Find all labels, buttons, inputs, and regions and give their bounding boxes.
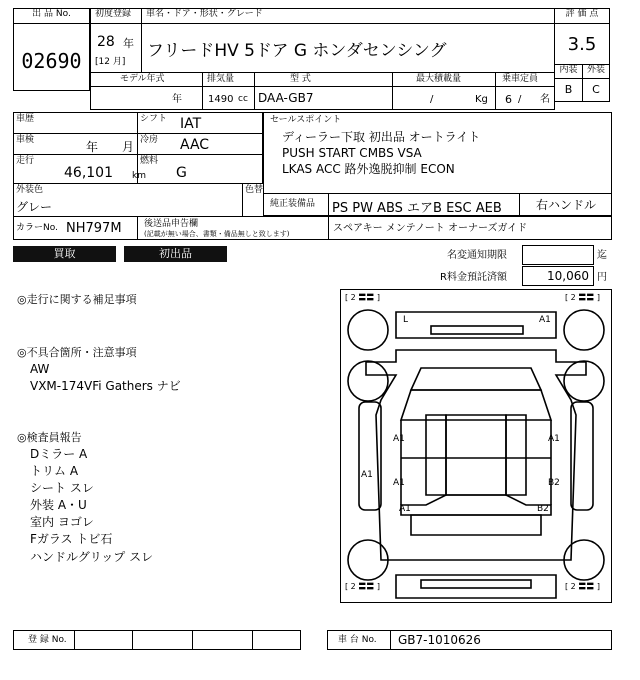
- inspector-item: Dミラー A: [30, 447, 88, 461]
- aftermarket-cell: [137, 216, 329, 240]
- chassis-number: GB7-1010626: [398, 633, 481, 647]
- reg-date-box: [90, 23, 142, 73]
- shift-label: シフト: [140, 114, 168, 124]
- inspector-item: トリム A: [30, 464, 79, 478]
- damage-mark: B2: [548, 478, 560, 488]
- color-no-value: NH797M: [66, 221, 122, 236]
- displacement-unit: cc: [238, 94, 248, 104]
- capacity-slash: /: [518, 94, 522, 105]
- inspector-item: シート スレ: [30, 481, 94, 495]
- corner-label-bottom-left: [ 2 〓〓 ]: [345, 582, 380, 591]
- sales-point-line-2: PUSH START CMBS VSA: [282, 146, 422, 160]
- chassis-box: [327, 630, 612, 650]
- ac-cell: [137, 133, 263, 155]
- load-slash: /: [430, 94, 434, 105]
- damage-diagram: [340, 289, 612, 603]
- recycle-amount: 10,060: [547, 269, 589, 283]
- defect-item: AW: [30, 362, 50, 376]
- defect-item: VXM-174VFi Gathers ナビ: [30, 379, 181, 393]
- displacement: 1490: [208, 94, 234, 105]
- color-change-cell: [242, 183, 264, 217]
- exterior-grade: C: [582, 78, 610, 102]
- car-outline-svg: [341, 290, 611, 602]
- score-box: [554, 23, 610, 65]
- color-no-cell: [13, 216, 138, 240]
- supplement-title: ◎走行に関する補足事項: [17, 293, 137, 306]
- ac-value: AAC: [180, 137, 210, 153]
- capacity-unit: 名: [540, 94, 550, 105]
- ac-label: 冷房: [140, 135, 159, 145]
- recycle-label: R料金預託済額: [440, 272, 507, 283]
- damage-mark: A1: [393, 478, 405, 488]
- mark-bumper-l: L: [403, 315, 409, 325]
- inspection-year: 年: [86, 140, 99, 154]
- corner-label-top-left: [ 2 〓〓 ]: [345, 293, 380, 302]
- interior-label: 内装: [554, 64, 583, 79]
- reg-no-box: [13, 630, 301, 650]
- mileage-cell: [13, 154, 146, 184]
- score-label: 評 価 点: [554, 8, 610, 24]
- inspection-cell: [13, 133, 138, 155]
- mark-bumper-a1: A1: [539, 315, 551, 325]
- lot-number: 02690: [21, 49, 82, 73]
- color-cell: [13, 183, 243, 217]
- extras-cell: [328, 216, 612, 240]
- shift-cell: [137, 112, 263, 134]
- type-label: 型 式: [290, 74, 311, 84]
- mileage-label: 走行: [16, 156, 35, 166]
- capacity: 6: [505, 93, 512, 106]
- reg-year: 28: [97, 34, 115, 50]
- steering-value: 右ハンドル: [536, 198, 597, 212]
- steering-cell: [519, 193, 612, 216]
- notice-box: [522, 245, 594, 265]
- damage-mark: A1: [399, 504, 411, 514]
- damage-mark: A1: [548, 434, 560, 444]
- displacement-label: 排気量: [207, 74, 235, 84]
- aftermarket-label: 後送品申告欄: [144, 219, 199, 229]
- corner-label-bottom-right: [ 2 〓〓 ]: [565, 582, 600, 591]
- reg-month: [12 月]: [95, 57, 126, 67]
- reg-label: 初度登録: [90, 8, 142, 24]
- fuel-label: 燃料: [140, 156, 159, 166]
- history-cell: [13, 112, 138, 134]
- first-listing-tag: 初出品: [124, 246, 227, 262]
- reg-year-unit: 年: [123, 37, 134, 50]
- inspector-item: 室内 ヨゴレ: [30, 515, 94, 529]
- damage-mark: A1: [361, 470, 373, 480]
- inspector-item: 外装 A・U: [30, 498, 87, 512]
- interior-grade: B: [554, 78, 583, 102]
- fuel-cell: [137, 154, 263, 184]
- color-no-label: カラーNo.: [16, 223, 58, 233]
- car-name-label: 車名・ドア・形状・グレード: [141, 8, 555, 24]
- car-name-box: [141, 23, 555, 73]
- recycle-box: [522, 266, 594, 286]
- inspection-month: 月: [122, 140, 135, 154]
- car-name: フリードHV 5ドア G ホンダセンシング: [147, 41, 447, 61]
- corner-label-top-right: [ 2 〓〓 ]: [565, 293, 600, 302]
- reg-no-label: 登 録 No.: [28, 635, 67, 645]
- color-label: 外装色: [16, 185, 44, 195]
- notice-unit: 迄: [597, 250, 607, 261]
- sales-point-label: セールスポイント: [270, 115, 342, 125]
- recycle-unit: 円: [597, 272, 607, 283]
- exterior-label: 外装: [582, 64, 610, 79]
- extras-value: スペアキー メンテノート オーナーズガイド: [333, 223, 528, 234]
- defects-title: ◎不具合箇所・注意事項: [17, 346, 137, 359]
- history-label: 車歴: [16, 114, 35, 124]
- shift-value: IAT: [180, 116, 202, 132]
- score-value: 3.5: [567, 34, 597, 55]
- buy-tag: 買取: [13, 246, 116, 262]
- equipment-label: 純正装備品: [270, 199, 316, 209]
- damage-mark: B2: [537, 504, 549, 514]
- inspection-label: 車検: [16, 135, 35, 145]
- mileage-value: 46,101: [64, 165, 113, 181]
- aftermarket-note: (記載が無い場合、書類・備品無しと致します): [144, 230, 290, 238]
- sales-point-line-3: LKAS ACC 路外逸脱抑制 ECON: [282, 162, 455, 176]
- equipment-items: PS PW ABS エアB ESC AEB: [332, 201, 502, 216]
- damage-mark: A1: [393, 434, 405, 444]
- mileage-unit: km: [132, 171, 146, 181]
- inspector-title: ◎検査員報告: [17, 431, 82, 444]
- equipment-label-cell: [263, 193, 329, 216]
- inspector-item: ハンドルグリップ スレ: [30, 550, 154, 564]
- sales-point-box: [263, 112, 612, 194]
- lot-box: [13, 23, 90, 91]
- equipment-cell: [328, 193, 520, 216]
- model-year-label: モデル年式: [120, 74, 165, 84]
- color-value: グレー: [16, 200, 53, 214]
- sales-point-line-1: ディーラー下取 初出品 オートライト: [282, 130, 481, 144]
- load-unit: Kg: [475, 94, 488, 105]
- notice-label: 名変通知期限: [447, 250, 507, 261]
- lot-label: 出 品 No.: [13, 8, 90, 24]
- model-type: DAA-GB7: [258, 91, 314, 105]
- color-change-label: 色替: [245, 185, 264, 195]
- chassis-label: 車 台 No.: [338, 635, 377, 645]
- fuel-value: G: [176, 165, 187, 181]
- inspector-item: Fガラス トビ石: [30, 532, 113, 546]
- capacity-label: 乗車定員: [502, 74, 539, 84]
- load-label: 最大積載量: [416, 74, 462, 84]
- model-year-unit: 年: [172, 94, 182, 105]
